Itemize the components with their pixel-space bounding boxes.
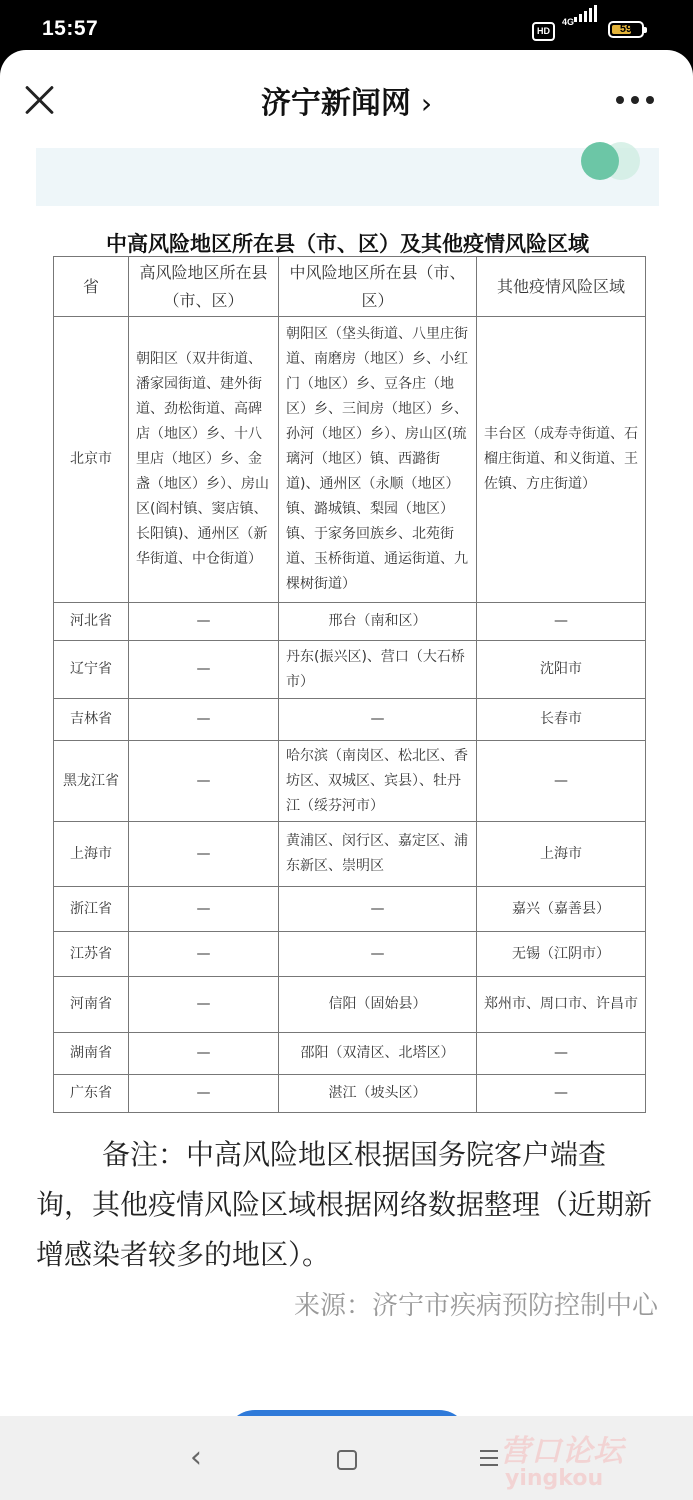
province-cell: 上海市 <box>54 822 129 887</box>
medium-risk-cell: 朝阳区（垡头街道、八里庄街道、南磨房（地区）乡、小红门（地区）乡、豆各庄（地区）乡、三间房（地区）乡、孙河（地区）乡）、房山区(琉璃河（地区）镇、西潞街道)、通州区（永顺（地区）镇、潞城镇、梨园（地区）镇、于家务回族乡、北苑街道、玉桥街道、通运街道、九棵树街道） <box>279 317 477 603</box>
site-title[interactable] <box>0 78 693 122</box>
more-icon[interactable] <box>616 96 656 106</box>
province-cell: 河北省 <box>54 603 129 641</box>
other-risk-cell: — <box>477 603 646 641</box>
table-row <box>54 977 646 1033</box>
chevron-right-icon: › <box>420 87 433 120</box>
province-cell: 湖南省 <box>54 1033 129 1075</box>
medium-risk-cell: 邢台（南和区） <box>279 603 477 641</box>
column-header: 省 <box>54 257 129 317</box>
browser-sheet <box>0 50 693 1500</box>
article-banner <box>36 148 659 206</box>
table-row <box>54 932 646 977</box>
watermark-logo: 营口论坛 <box>500 1434 624 1469</box>
home-icon[interactable] <box>337 1450 357 1470</box>
medium-risk-cell: 哈尔滨（南岗区、松北区、香坊区、双城区、宾县）、牡丹江（绥芬河市） <box>279 741 477 822</box>
high-risk-cell: 朝阳区（双井街道、潘家园街道、建外街道、劲松街道、高碑店（地区）乡、十八里店（地区）乡、金盏（地区）乡）、房山区(阎村镇、窦店镇、长阳镇)、通州区（新华街道、中仓街道） <box>129 317 279 603</box>
back-icon[interactable]: ‹ <box>190 1440 202 1475</box>
system-nav-bar <box>0 1416 693 1500</box>
high-risk-cell: — <box>129 822 279 887</box>
province-cell: 吉林省 <box>54 699 129 741</box>
medium-risk-cell: 邵阳（双清区、北塔区） <box>279 1033 477 1075</box>
battery-icon <box>608 21 644 38</box>
column-header: 中风险地区所在县（市、区） <box>279 257 477 317</box>
table-row <box>54 887 646 932</box>
table-row <box>54 603 646 641</box>
column-header: 其他疫情风险区域 <box>477 257 646 317</box>
province-cell: 浙江省 <box>54 887 129 932</box>
other-risk-cell: 丰台区（成寿寺街道、石榴庄街道、和义街道、王佐镇、方庄街道） <box>477 317 646 603</box>
high-risk-cell: — <box>129 741 279 822</box>
other-risk-cell: 郑州市、周口市、许昌市 <box>477 977 646 1033</box>
medium-risk-cell: — <box>279 932 477 977</box>
table-row <box>54 741 646 822</box>
other-risk-cell: 无锡（江阴市） <box>477 932 646 977</box>
hd-icon: HD <box>532 22 555 41</box>
province-cell: 辽宁省 <box>54 641 129 699</box>
medium-risk-cell: — <box>279 699 477 741</box>
table-row <box>54 699 646 741</box>
decorative-circle <box>581 142 619 180</box>
recent-apps-icon[interactable] <box>480 1450 498 1471</box>
high-risk-cell: — <box>129 641 279 699</box>
high-risk-cell: — <box>129 603 279 641</box>
column-header: 高风险地区所在县（市、区） <box>129 257 279 317</box>
site-title-text: 济宁新闻网 <box>260 86 411 121</box>
top-bar <box>0 50 693 148</box>
province-cell: 江苏省 <box>54 932 129 977</box>
other-risk-cell: 沈阳市 <box>477 641 646 699</box>
table-header-row <box>54 257 646 317</box>
high-risk-cell: — <box>129 887 279 932</box>
article-source: 来源：济宁市疾病预防控制中心 <box>293 1291 658 1321</box>
medium-risk-cell: 信阳（固始县） <box>279 977 477 1033</box>
province-cell: 黑龙江省 <box>54 741 129 822</box>
medium-risk-cell: 湛江（坡头区） <box>279 1075 477 1113</box>
risk-area-table <box>53 256 646 1113</box>
other-risk-cell: — <box>477 741 646 822</box>
medium-risk-cell: 丹东(振兴区)、营口（大石桥市） <box>279 641 477 699</box>
table-row <box>54 1075 646 1113</box>
medium-risk-cell: — <box>279 887 477 932</box>
network-type-label: 4G <box>562 17 575 27</box>
table-row <box>54 1033 646 1075</box>
watermark-logo-sub: yingkou <box>505 1466 604 1491</box>
province-cell: 广东省 <box>54 1075 129 1113</box>
high-risk-cell: — <box>129 1033 279 1075</box>
medium-risk-cell: 黄浦区、闵行区、嘉定区、浦东新区、崇明区 <box>279 822 477 887</box>
province-cell: 北京市 <box>54 317 129 603</box>
high-risk-cell: — <box>129 977 279 1033</box>
table-row <box>54 641 646 699</box>
high-risk-cell: — <box>129 932 279 977</box>
high-risk-cell: — <box>129 699 279 741</box>
article-note: 备注：中高风险地区根据国务院客户端查询，其他疫情风险区域根据网络数据整理（近期新增感染者较多的地区）。 <box>36 1138 653 1271</box>
status-time: 15:57 <box>42 17 99 40</box>
other-risk-cell: — <box>477 1075 646 1113</box>
high-risk-cell: — <box>129 1075 279 1113</box>
province-cell: 河南省 <box>54 977 129 1033</box>
other-risk-cell: 上海市 <box>477 822 646 887</box>
table-row <box>54 822 646 887</box>
table-title: 中高风险地区所在县（市、区）及其他疫情风险区域 <box>106 232 589 256</box>
table-row <box>54 317 646 603</box>
battery-level: 59 <box>619 23 633 35</box>
other-risk-cell: 长春市 <box>477 699 646 741</box>
other-risk-cell: 嘉兴（嘉善县） <box>477 887 646 932</box>
other-risk-cell: — <box>477 1033 646 1075</box>
